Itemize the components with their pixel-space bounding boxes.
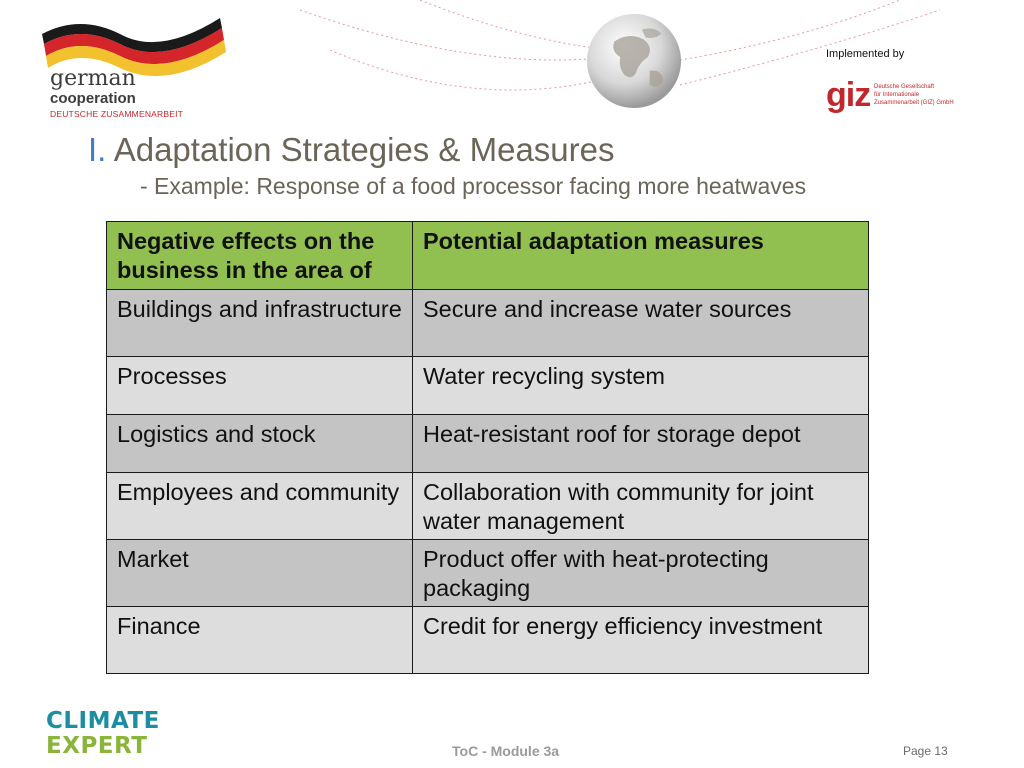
table-row: [107, 415, 869, 473]
table-cell-effect: Buildings and infrastructure: [107, 290, 413, 357]
giz-sub-line3: Zusammenarbeit (GIZ) GmbH: [874, 100, 954, 106]
giz-logo-subtext: [874, 83, 954, 107]
table-row: [107, 290, 869, 357]
table-cell-effect: Finance: [107, 607, 413, 674]
giz-sub-line1: Deutsche Gesellschaft: [874, 84, 935, 90]
giz-logo: [826, 78, 966, 114]
table-row: [107, 473, 869, 540]
table-cell-measure: Product offer with heat-protecting packaging: [413, 540, 869, 607]
implemented-by-label: Implemented by: [826, 48, 905, 60]
climate-expert-logo-line1: CLIMATE: [46, 708, 160, 734]
title-text: Adaptation Strategies & Measures: [113, 131, 615, 168]
table-cell-measure: Heat-resistant roof for storage depot: [413, 415, 869, 473]
table-header-row: [107, 222, 869, 290]
german-cooperation-logo: [40, 12, 240, 122]
table-row: [107, 357, 869, 415]
table-cell-effect: Market: [107, 540, 413, 607]
gc-logo-line1: german: [50, 66, 136, 91]
table-cell-measure: Collaboration with community for joint water management: [413, 473, 869, 540]
gc-logo-line2: cooperation: [50, 90, 136, 107]
giz-sub-line2: für Internationale: [874, 92, 920, 98]
climate-expert-logo: [46, 709, 160, 759]
table-header-cell: Potential adaptation measures: [413, 222, 869, 290]
table-cell-measure: Water recycling system: [413, 357, 869, 415]
table-cell-measure: Credit for energy efficiency investment: [413, 607, 869, 674]
table-cell-effect: Logistics and stock: [107, 415, 413, 473]
table-header-cell: Negative effects on the business in the area of: [107, 222, 413, 290]
gc-logo-line3: DEUTSCHE ZUSAMMENARBEIT: [50, 109, 184, 119]
footer-module-label: ToC - Module 3a: [452, 743, 560, 759]
giz-logo-word: giz: [826, 76, 871, 114]
adaptation-table: [106, 221, 869, 674]
table-cell-measure: Secure and increase water sources: [413, 290, 869, 357]
page-number: Page 13: [903, 744, 948, 758]
table-row: [107, 540, 869, 607]
table-cell-effect: Employees and community: [107, 473, 413, 540]
table-cell-effect: Processes: [107, 357, 413, 415]
slide-subtitle: - Example: Response of a food processor facing more heatwaves: [140, 173, 807, 199]
slide-title: [88, 131, 615, 169]
table-row: [107, 607, 869, 674]
globe-icon: [585, 12, 683, 110]
title-number: I.: [88, 131, 107, 168]
climate-expert-logo-line2: EXPERT: [46, 733, 148, 759]
